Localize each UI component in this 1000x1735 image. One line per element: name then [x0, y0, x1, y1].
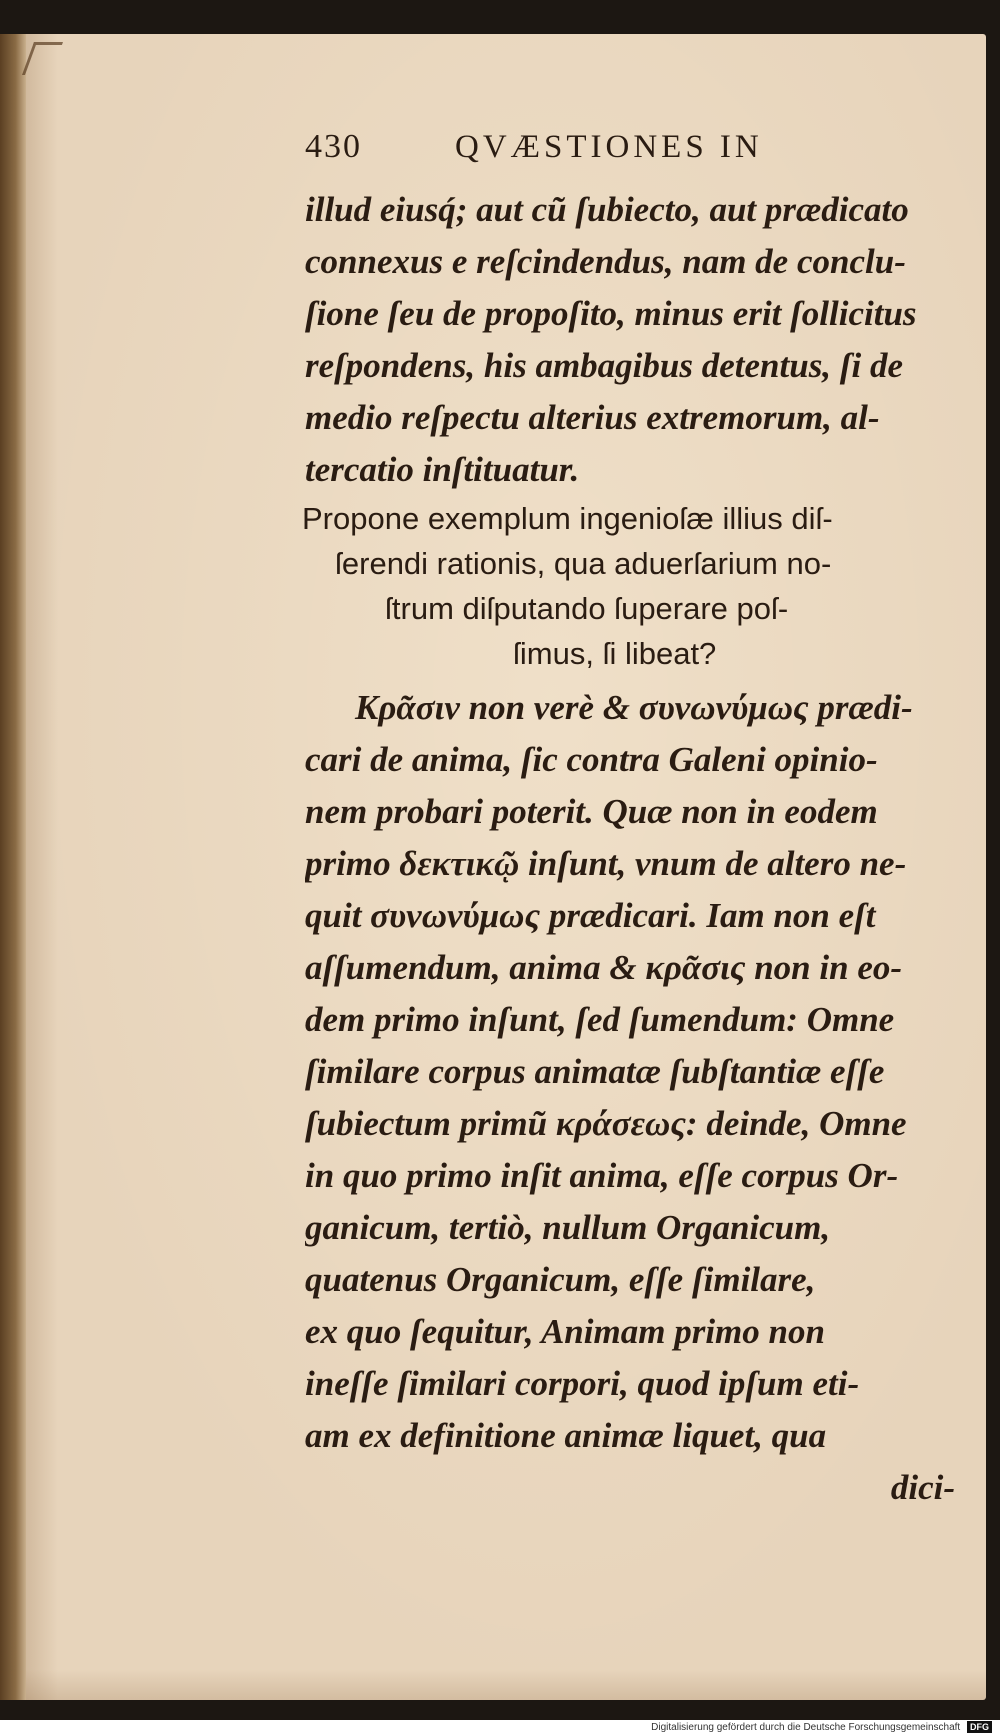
footer-credit: Digitalisierung gefördert durch die Deutsche Forschungsgemeinschaft: [651, 1722, 961, 1733]
text-line: quatenus Organicum, eſſe ſimilare,: [305, 1260, 816, 1299]
text-line: ſimilare corpus animatæ ſubſtantiæ eſſe: [305, 1052, 885, 1091]
dfg-logo: DFG: [967, 1721, 992, 1733]
text-line: ſione ſeu de propoſito, minus erit ſollicitus: [305, 294, 917, 333]
text-line: cari de anima, ſic contra Galeni opinio-: [305, 740, 878, 779]
book-binding-edge: [0, 34, 26, 1700]
page-text: [302, 128, 955, 1514]
question-line: ſerendi rationis, qua aduerſarium no-: [335, 546, 832, 581]
catchword: dici-: [890, 1468, 955, 1507]
question-heading: [302, 496, 955, 676]
question-line: Propone exemplum ingenioſæ illius diſ-: [302, 501, 833, 536]
text-line: am ex definitione animæ liquet, qua: [305, 1416, 827, 1455]
text-line: ex quo ſequitur, Animam primo non: [305, 1312, 825, 1351]
running-header: [305, 128, 955, 184]
question-line: ſtrum diſputando ſuperare poſ-: [385, 591, 789, 626]
page-number: 430: [305, 128, 362, 165]
digitization-footer: [0, 1720, 1000, 1735]
text-line: dem primo inſunt, ſed ſumendum: Omne: [305, 1000, 895, 1039]
text-line: ſubiectum primũ κράσεως: deinde, Omne: [305, 1104, 907, 1143]
text-line: ganicum, tertiò, nullum Organicum,: [305, 1208, 831, 1247]
text-line: reſpondens, his ambagibus detentus, ſi de: [305, 346, 903, 385]
question-line: ſimus, ſi libeat?: [513, 636, 717, 671]
text-line: in quo primo inſit anima, eſſe corpus Or-: [305, 1156, 899, 1195]
text-line: nem probari poterit. Quæ non in eodem: [305, 792, 878, 831]
text-line: primo δεκτικῷ inſunt, vnum de altero ne-: [305, 844, 907, 883]
text-line: illud eiusq́; aut cũ ſubiecto, aut prædicato: [305, 190, 909, 229]
text-line: ineſſe ſimilari corpori, quod ipſum eti-: [305, 1364, 860, 1403]
text-line: tercatio inſtituatur.: [305, 450, 580, 489]
text-line: aſſumendum, anima & κρᾶσις non in eo-: [305, 948, 903, 987]
text-line: quit συνωνύμως prædicari. Iam non eſt: [305, 896, 876, 935]
text-line: connexus e reſcindendus, nam de conclu-: [305, 242, 906, 281]
text-line: medio reſpectu alterius extremorum, al-: [305, 398, 880, 437]
running-head: QVÆSTIONES IN: [455, 129, 763, 165]
text-line: Κρᾶσιν non verè & συνωνύμως prædi-: [355, 688, 913, 727]
paragraph-2: [305, 682, 955, 1514]
paragraph-1: [305, 184, 955, 496]
